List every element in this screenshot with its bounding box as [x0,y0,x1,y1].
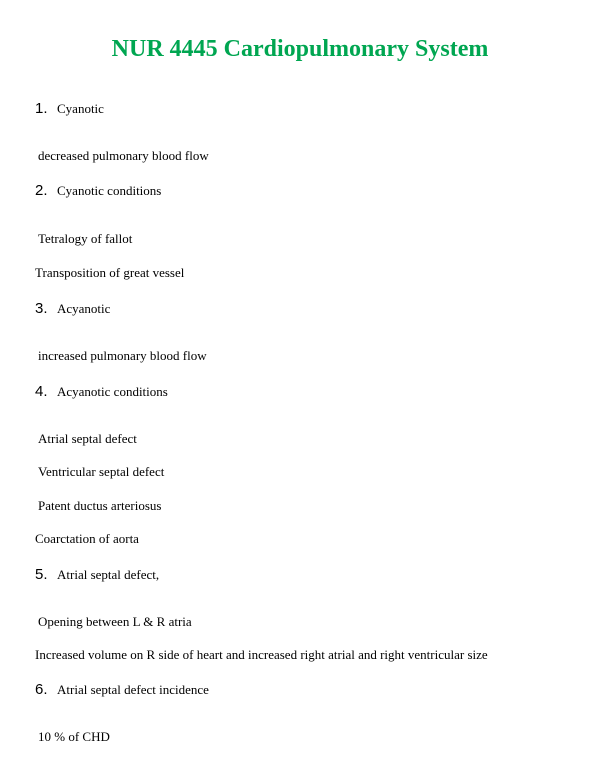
question-number: 3. [35,300,48,317]
question-text: Atrial septal defect incidence [57,682,209,697]
question-4 [35,383,168,401]
question-5 [35,566,159,584]
question-number: 4. [35,383,48,400]
answer-2-2: Transposition of great vessel [35,265,185,280]
page-title: NUR 4445 Cardiopulmonary System [111,36,489,62]
question-3 [35,300,110,318]
answer-2-1: Tetralogy of fallot [38,231,133,246]
question-text: Cyanotic conditions [57,183,162,198]
question-number: 5. [35,566,48,583]
question-text: Acyanotic conditions [57,384,168,399]
answer-1-1: decreased pulmonary blood flow [38,148,209,163]
answer-4-2: Ventricular septal defect [38,464,165,479]
question-text: Acyanotic [57,301,111,316]
answer-4-1: Atrial septal defect [38,431,137,446]
question-6 [35,681,209,699]
question-2 [35,182,161,200]
answer-5-1: Opening between L & R atria [38,614,192,629]
answer-4-3: Patent ductus arteriosus [38,498,162,513]
answer-3-1: increased pulmonary blood flow [38,348,207,363]
answer-6-1: 10 % of CHD [38,729,110,744]
answer-4-4: Coarctation of aorta [35,531,139,546]
question-text: Atrial septal defect, [57,567,160,582]
question-1 [35,100,104,118]
question-text: Cyanotic [57,101,104,116]
question-number: 2. [35,182,48,199]
question-number: 6. [35,681,48,698]
answer-5-2: Increased volume on R side of heart and increased right atrial and right ventricular size [35,647,488,662]
question-number: 1. [35,100,48,117]
